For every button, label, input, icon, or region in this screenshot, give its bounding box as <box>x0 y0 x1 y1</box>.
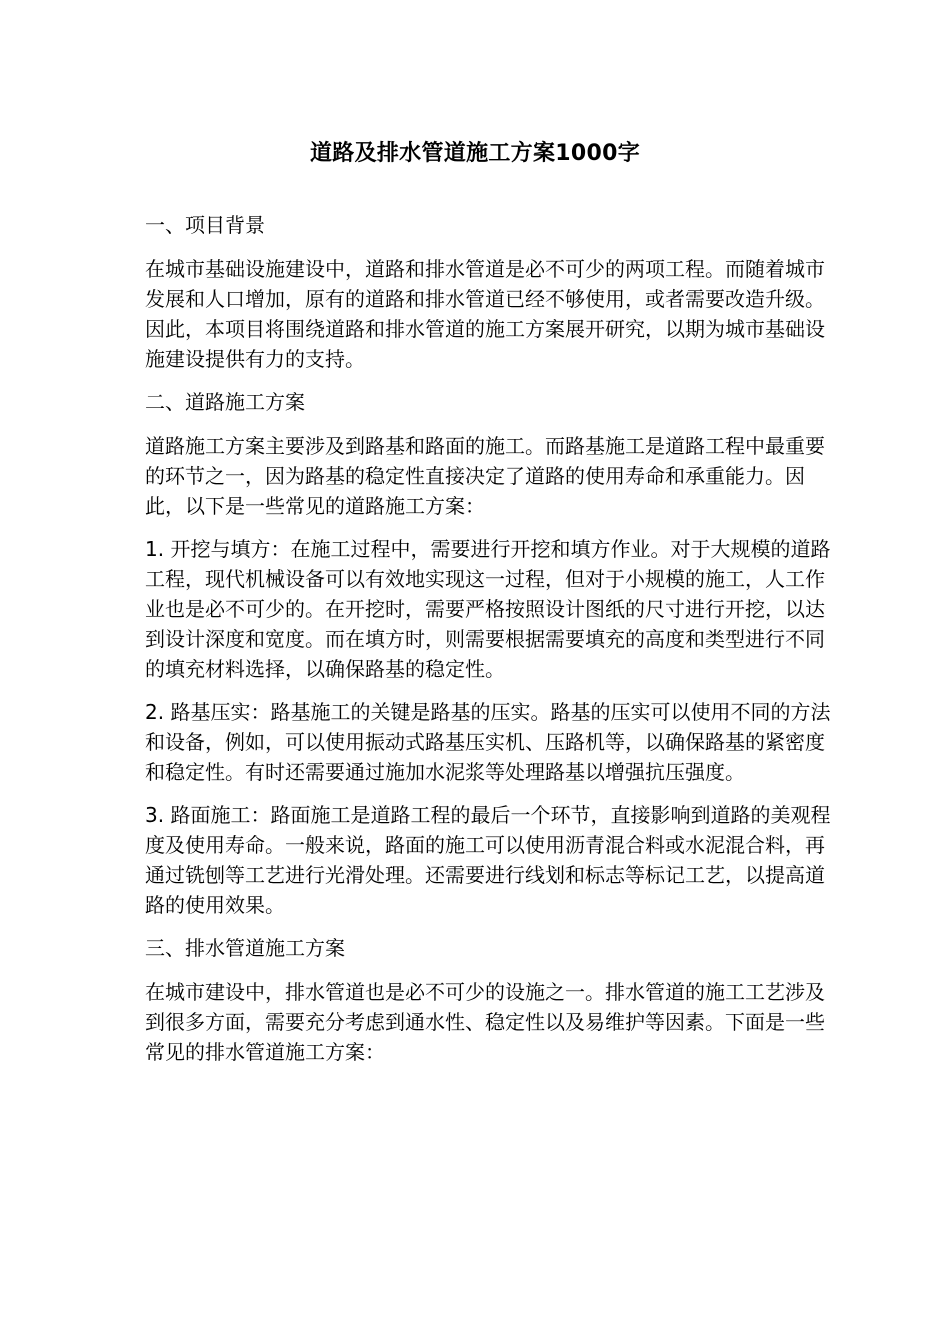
paragraph-road-intro: 道路施工方案主要涉及到路基和路面的施工。而路基施工是道路工程中最重要的环节之一，因为路基的稳定性直接决定了道路的使用寿命和承重能力。因此，以下是一些常见的道路施工方案： <box>145 434 825 518</box>
document-title: 道路及排水管道施工方案1000字 <box>309 141 641 166</box>
section-heading-drainage-plan: 三、排水管道施工方案 <box>145 936 345 960</box>
paragraph-subgrade-compaction: 2. 路基压实：路基施工的关键是路基的压实。路基的压实可以使用不同的方法和设备，例如，可以使用振动式路基压实机、压路机等，以确保路基的紧密度和稳定性。有时还需要通过施加水泥浆等处理路基以增强抗压强度。 <box>145 700 831 784</box>
section-heading-background: 一、项目背景 <box>145 213 265 237</box>
paragraph-pavement-construction: 3. 路面施工：路面施工是道路工程的最后一个环节，直接影响到道路的美观程度及使用寿命。一般来说，路面的施工可以使用沥青混合料或水泥混合料，再通过铣刨等工艺进行光滑处理。还需要进行线划和标志等标记工艺，以提高道路的使用效果。 <box>145 803 831 917</box>
document-body <box>145 210 835 1080</box>
paragraph-background: 在城市基础设施建设中，道路和排水管道是必不可少的两项工程。而随着城市发展和人口增加，原有的道路和排水管道已经不够使用，或者需要改造升级。因此，本项目将围绕道路和排水管道的施工方案展开研究，以期为城市基础设施建设提供有力的支持。 <box>145 257 825 371</box>
section-heading-road-plan: 二、道路施工方案 <box>145 390 305 414</box>
paragraph-excavation-filling: 1. 开挖与填方：在施工过程中，需要进行开挖和填方作业。对于大规模的道路工程，现代机械设备可以有效地实现这一过程，但对于小规模的施工，人工作业也是必不可少的。在开挖时，需要严格按照设计图纸的尺寸进行开挖，以达到设计深度和宽度。而在填方时，则需要根据需要填充的高度和类型进行不同的填充材料选择，以确保路基的稳定性。 <box>145 537 831 681</box>
paragraph-drainage-intro: 在城市建设中，排水管道也是必不可少的设施之一。排水管道的施工工艺涉及到很多方面，需要充分考虑到通水性、稳定性以及易维护等因素。下面是一些常见的排水管道施工方案： <box>145 980 825 1064</box>
